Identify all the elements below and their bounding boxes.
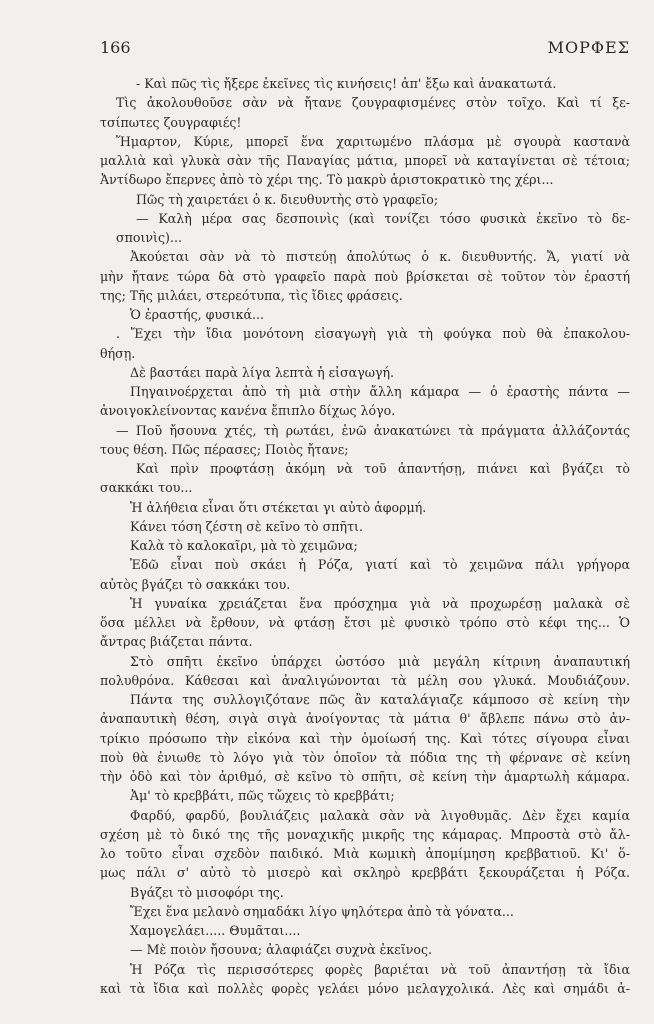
text-line: Πηγαινοέρχεται ἀπὸ τὴ μιὰ στὴν ἄλλη κάμαρα — ὁ ἐραστὴς πάντα — [130,384,630,399]
text-line: ὅσα μέλλει νὰ ἔρθουν, νὰ φτάσῃ ἔτσι μὲ φυσικὸ τρόπο στὸ κέφι της... Ὁ [100,615,630,630]
text-line: Καὶ πρὶν προφτάσῃ ἀκόμη νὰ τοῦ ἀπαντήσῃ, πιάνει καὶ βγάζει τὸ [136,461,630,476]
text-line: Ἔχει ἕνα μελανὸ σημαδάκι λίγο ψηλότερα ἀπὸ τὰ γόνατα... [130,903,514,919]
text-line: Ἀντίδωρο ἔπερνες ἀπὸ τὸ χέρι της. Τὸ μακρὺ ἀριστοκρατικὸ της χέρι... [100,172,554,188]
text-line: — Καλὴ μέρα σας δεσποινὶς (καὶ τονίζει τόσο φυσικὰ ἐκεῖνο τὸ δε- [136,210,630,226]
text-line: Κάνει τόση ζέστη σὲ κεῖνο τὸ σπῆτι. [130,518,364,534]
text-line: Ἡ Ρόζα τὶς περισσότερες φορὲς βαριέται νὰ τοῦ ἀπαντήσῃ τὰ ἴδια [130,961,630,977]
text-line: Ἥμαρτον, Κύριε, μπορεῖ ἕνα χαριτωμένο πλάσμα μὲ σγουρὰ καστανὰ [116,133,630,149]
running-title: ΜΟΡΦΕΣ [547,38,630,57]
text-line: θήσῃ. [100,345,136,361]
text-line: - Καὶ πῶς τὶς ἤξερε ἐκεῖνες τὶς κινήσεις! ἀπ' ἔξω καὶ ἀνακατωτά. [136,76,557,91]
text-line: Ἀμ' τὸ κρεββάτι, πῶς τὤχεις τὸ κρεββάτι; [130,788,395,804]
text-line: Ἡ ἀλήθεια εἶναι ὅτι στέκεται γι αὐτὸ ἀφορμή. [130,499,427,515]
text-line: καὶ τὰ ἴδια καὶ πολλὲς φορὲς γελάει μόνο μελαγχολικά. Λὲς καὶ σημάδι ἀ- [100,980,630,996]
text-line: Χαμογελάει..... Θυμᾶται.... [130,923,301,938]
text-line: Πάντα της συλλογιζότανε πῶς ἂν καταλάγιαζε κάμποσο σὲ κείνη τὴν [130,692,630,707]
text-line: ποὺ θὰ ἐνιωθε τὸ λόγο γιὰ τὸν ὁποῖον τὰ πόδια της τὴ φέρνανε σὲ κείνη [100,749,630,765]
text-line: σακκάκι του... [100,480,193,496]
text-line: Τὶς ἀκολουθοῦσε σὰν νὰ ἤτανε ζουγραφισμένες στὸν τοῖχο. Καὶ τί ξε- [116,95,630,111]
page-header [100,38,630,60]
text-line: Φαρδύ, φαρδύ, βουλιάζεις μαλακὰ σὰν νὰ λιγοθυμᾶς. Δὲν ἔχει καμία [130,807,630,823]
text-line: Ἀκούεται σὰν νὰ τὸ πιστεύῃ ἀπολύτως ὁ κ. διευθυντής. Ἄ, γιατί νὰ [130,249,630,265]
text-line: τσίπωτες ζουγραφιές! [100,114,242,130]
text-line: Δὲ βαστάει παρὰ λίγα λεπτὰ ἡ εἰσαγωγή. [130,364,395,380]
text-line: πολυθρόνα. Κάθεσαι καὶ ἀναλιγώνονται τὰ μέλη σου γλυκά. Μουδιάζουν. [100,672,630,688]
text-line: Ἐδῶ εἶναι ποὺ σκάει ἡ Ρόζα, γιατί καὶ τὸ χειμῶνα πάλι γρήγορα [130,557,630,573]
text-line: Ἡ γυναίκα χρειάζεται ἕνα πρόσχημα γιὰ νὰ προχωρέσῃ μαλακὰ σὲ [130,595,630,611]
text-line: λο τοῦτο εἶναι σχεδὸν παιδικό. Μιὰ κωμικὴ ἀπομίμηση κρεββατιοῦ. Κι' ὅ- [100,846,630,861]
text-line: . Ἔχει τὴν ἴδια μονότονη εἰσαγωγὴ γιὰ τὴ φούγκα ποὺ θὰ ἐπακολου- [116,326,630,342]
text-line: Ὁ ἐραστής, φυσικά... [130,307,265,322]
text-line: τους θέση. Πῶς πέρασες; Ποιὸς ἤτανε; [100,441,349,457]
text-line: αὐτὸς βγάζει τὸ σακκάκι του. [100,576,291,592]
body-text [100,74,630,998]
text-line: ἀνοιγοκλείνοντας κανένα ἔπιπλο δίχως λόγο. [100,403,396,419]
text-line: — Μὲ ποιὸν ἤσουνα; ἀλαφιάζει συχνὰ ἐκεῖνος. [130,942,433,958]
text-line: σποινὶς)... [116,230,182,245]
text-line: μὴν ἤτανε τώρα δὰ στὸ γραφεῖο παρὰ ποὺ βρίσκεται σὲ τοῦτον τὸν ἐραστή [100,268,630,284]
text-line: τὴν ὁδὸ καὶ τὸν ἀριθμό, σὲ κεῖνο τὸ σπῆτι, σὲ κείνη τὴν ἁμαρτωλὴ κάμαρα. [100,769,630,784]
page-number: 166 [100,38,131,57]
text-line: ἀναπαυτικὴ θέση, σιγὰ σιγὰ ἀνοίγοντας τὰ μάτια θ' ἄβλεπε πάνω στὸ ἀν- [100,711,630,727]
text-line: μαλλιὰ καὶ γλυκὰ σὰν τῆς Παναγίας μάτια, μπορεῖ νὰ καταγίνεται σὲ τέτοια; [100,153,630,168]
text-line: μως πάλι σ' αὐτὸ τὸ μισερὸ καὶ σκληρὸ κρεββάτι ξεκουράζεται ἡ Ρόζα. [100,865,630,881]
text-line: Στὸ σπῆτι ἐκεῖνο ὑπάρχει ὡστόσο μιὰ μεγάλη κίτρινη ἀναπαυτική [130,653,630,669]
text-line: ἄντρας βιάζεται πάντα. [100,634,253,650]
text-line: της; Τῆς μιλάει, στερεότυπα, τὶς ἴδιες φράσεις. [100,287,403,303]
text-line: τρίκιο πρόσωπο τὴν εἰκόνα καὶ τὴν ὁμοίωσή της. Καὶ τότες σίγουρα εἶναι [100,730,630,746]
text-line: Πῶς τὴ χαιρετάει ὁ κ. διευθυντὴς στὸ γραφεῖο; [136,191,439,207]
text-line: Βγάζει τὸ μισοφόρι της. [130,884,284,900]
text-line: Καλὰ τὸ καλοκαῖρι, μὰ τὸ χειμῶνα; [130,538,358,553]
text-line: σχέση μὲ τὸ δικό της τῆς μοναχικῆς μικρῆς της κάμαρας. Μπροστὰ στὸ ἄλ- [100,826,630,842]
text-line: — Ποῦ ἤσουνα χτές, τὴ ρωτάει, ἐνῶ ἀνακατώνει τὰ πράγματα ἀλλάζοντάς [116,422,630,438]
